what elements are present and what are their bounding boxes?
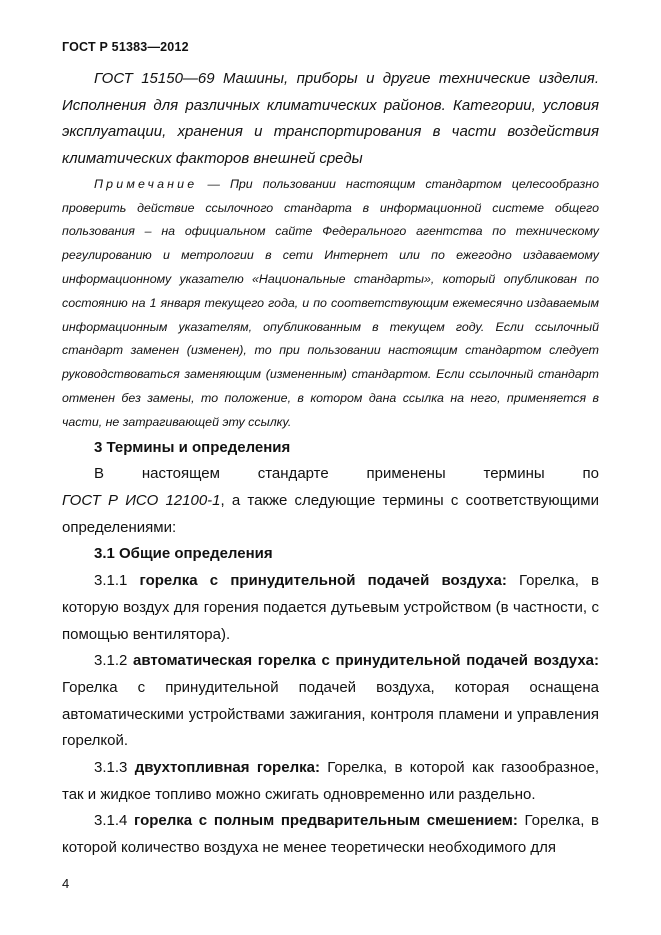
term-definition: Горелка, в которую воздух для горения подается дутьевым устройством (в частности, с помощью вентилятора). xyxy=(62,572,599,643)
term-3-1-2 xyxy=(62,648,599,755)
intro-continuation xyxy=(62,488,599,541)
section-3-heading: 3 Термины и определения xyxy=(94,438,291,456)
term-definition: Горелка с принудительной подачей воздуха, которая оснащена автоматическими устройствами зажигания, контроля пламени и управления горелкой. xyxy=(62,678,599,750)
intro-word: термины xyxy=(483,465,545,483)
intro-word: применены xyxy=(366,465,446,483)
term-name: автоматическая горелка с принудительной подачей воздуха: xyxy=(133,652,599,670)
term-number: 3.1.1 xyxy=(94,572,128,590)
term-name: горелка с принудительной подачей воздуха: xyxy=(139,572,507,590)
normative-reference-gost-15150: ГОСТ 15150—69 Машины, приборы и другие технические изделия. Исполнения для различных климатических районов. Категории, условия эксплуатации, хранения и транспортирования в части воздействия климатических факторов внешней среды xyxy=(62,70,599,168)
intro-standard-reference: ГОСТ Р ИСО 12100-1 xyxy=(62,491,221,509)
term-name: двухтопливная горелка: xyxy=(134,759,320,777)
intro-word: настоящем xyxy=(141,465,220,483)
intro-rest-text: , а также следующие термины с соответствующими определениями: xyxy=(62,491,599,536)
intro-first-line xyxy=(62,461,599,488)
note-paragraph xyxy=(62,173,599,435)
page-content xyxy=(62,66,599,862)
term-number: 3.1.3 xyxy=(94,759,128,777)
term-3-1-4 xyxy=(62,808,599,861)
subsection-3-1-heading: 3.1 Общие определения xyxy=(94,545,273,563)
term-definition: Горелка, в которой количество воздуха не менее теоретически необходимого для xyxy=(62,812,599,857)
page-number: 4 xyxy=(62,876,70,891)
term-3-1-3 xyxy=(62,755,599,808)
term-number: 3.1.4 xyxy=(94,812,128,830)
note-text: — При пользовании настоящим стандартом целесообразно проверить действие ссылочного стандарта в информационной системе общего пользования – на официальном сайте Федерального агентства по техническому регулированию и метрологии в сети Интернет или по ежегодно издаваемому информационному указателю «Национальные стандарты», который опубликован по состоянию на 1 января текущего года, и по соответствующим ежемесячно издаваемым информационным указателям, опубликованным в текущем году. Если ссылочный стандарт заменен (изменен), то при пользовании настоящим стандартом следует руководствоваться заменяющим (измененным) стандартом. Если ссылочный стандарт отменен без замены, то положение, в котором дана ссылка на него, применяется в части, не затрагивающей эту ссылку. xyxy=(62,176,599,429)
note-label: Примечание xyxy=(94,176,198,191)
term-definition: Горелка, в которой как газообразное, так и жидкое топливо можно сжигать одновременно или раздельно. xyxy=(62,759,599,803)
intro-word: стандарте xyxy=(257,465,329,483)
intro-word: по xyxy=(582,465,599,483)
intro-word: В xyxy=(94,465,105,483)
document-header: ГОСТ Р 51383—2012 xyxy=(62,40,189,54)
term-name: горелка с полным предварительным смешением: xyxy=(134,812,518,830)
term-3-1-1 xyxy=(62,568,599,648)
term-number: 3.1.2 xyxy=(94,652,128,670)
